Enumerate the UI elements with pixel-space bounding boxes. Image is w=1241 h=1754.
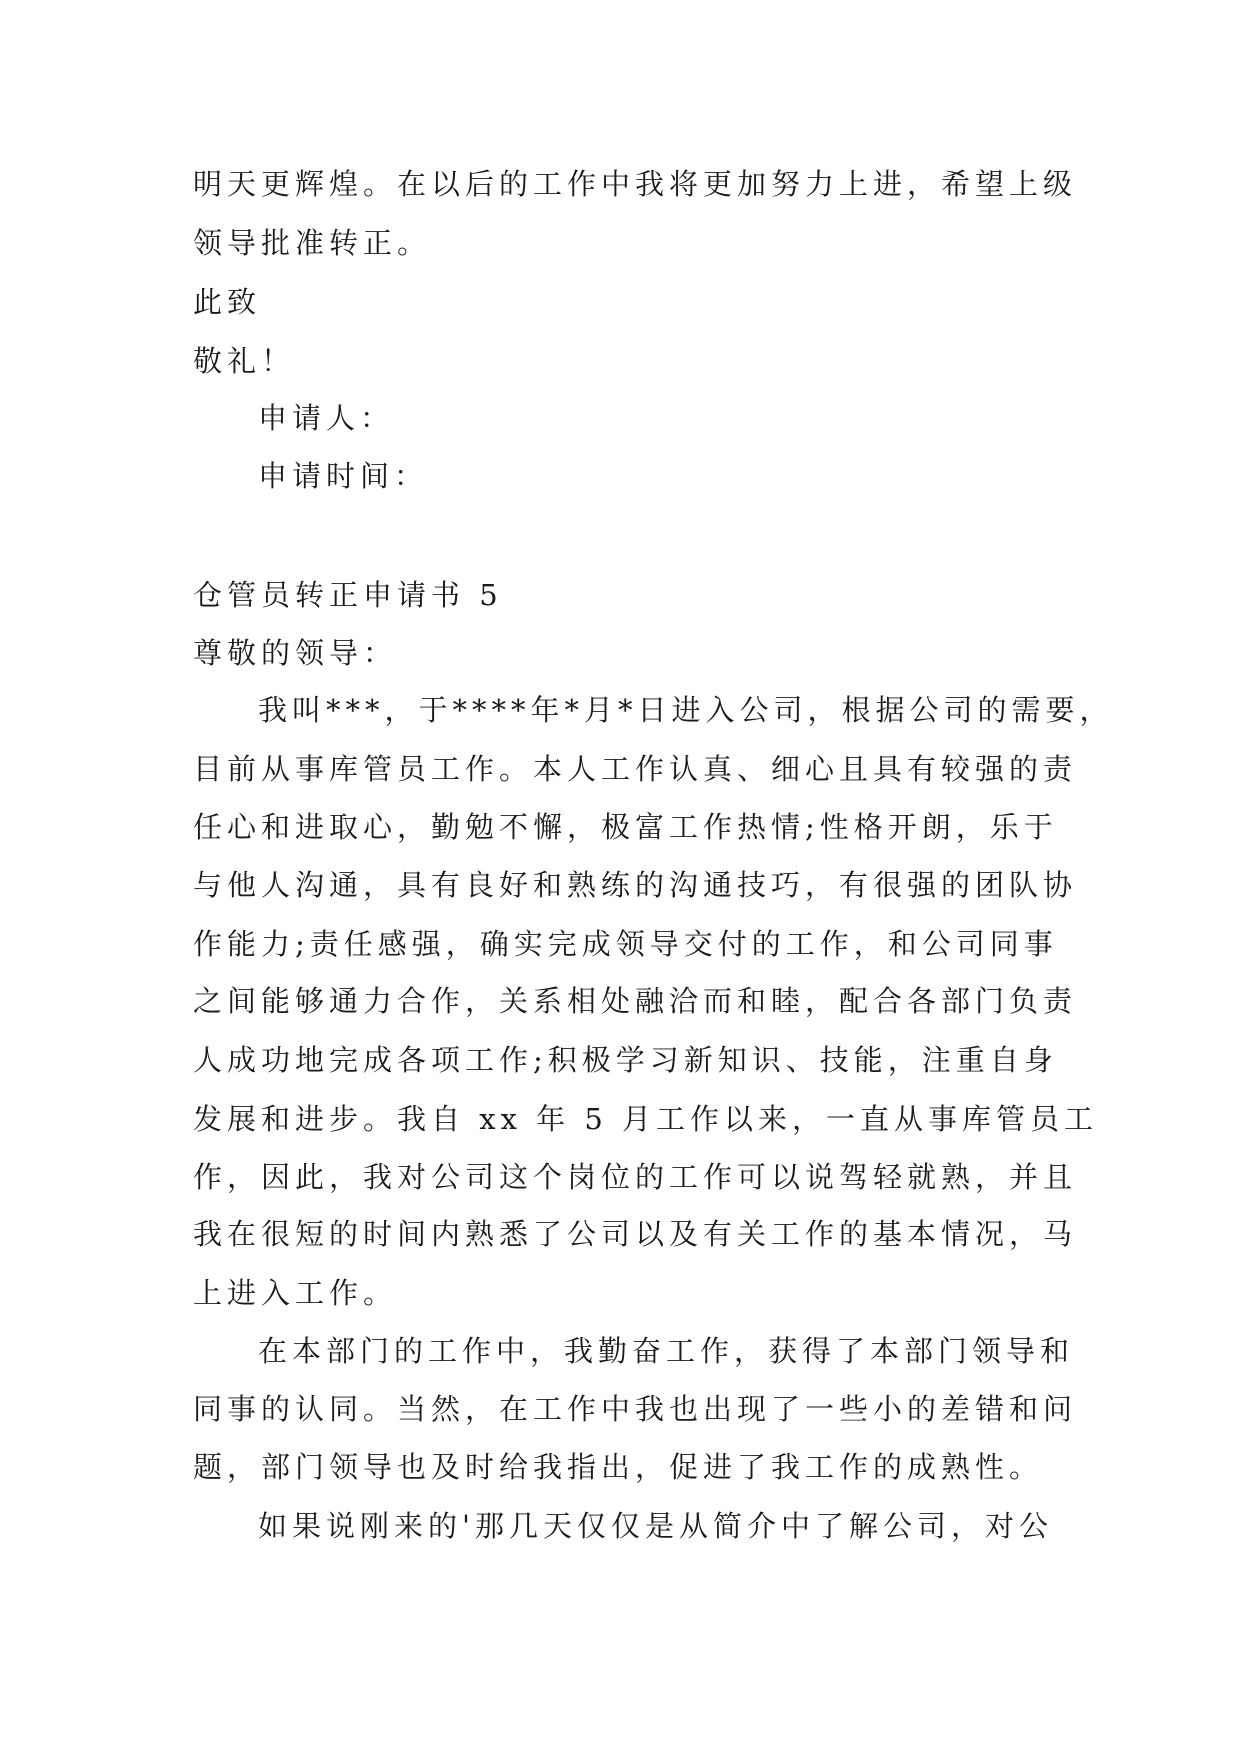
paragraph-line: 发展和进步。我自 xx 年 5 月工作以来，一直从事库管员工 bbox=[193, 1102, 1099, 1136]
paragraph-line: 目前从事库管员工作。本人工作认真、细心且具有较强的责 bbox=[193, 752, 1078, 786]
paragraph-line: 作能力;责任感强，确实完成领导交付的工作，和公司同事 bbox=[193, 927, 1058, 961]
salutation-line: 敬礼！ bbox=[193, 344, 296, 378]
paragraph-line: 之间能够通力合作，关系相处融洽而和睦，配合各部门负责 bbox=[193, 984, 1078, 1018]
paragraph-line: 我在很短的时间内熟悉了公司以及有关工作的基本情况，马 bbox=[193, 1217, 1078, 1251]
paragraph-line: 如果说刚来的'那几天仅仅是从简介中了解公司，对公 bbox=[258, 1509, 1053, 1543]
paragraph-line: 与他人沟通，具有良好和熟练的沟通技巧，有很强的团队协 bbox=[193, 868, 1078, 902]
closing-line: 此致 bbox=[193, 285, 262, 319]
paragraph-line: 同事的认同。当然，在工作中我也出现了一些小的差错和问 bbox=[193, 1392, 1078, 1426]
text-line: 明天更辉煌。在以后的工作中我将更加努力上进，希望上级 bbox=[193, 167, 1078, 201]
paragraph-line: 人成功地完成各项工作;积极学习新知识、技能，注重自身 bbox=[193, 1043, 1058, 1077]
application-date-label: 申请时间： bbox=[258, 459, 429, 493]
applicant-label: 申请人： bbox=[258, 401, 395, 435]
paragraph-line: 任心和进取心，勤勉不懈，极富工作热情;性格开朗，乐于 bbox=[193, 810, 1058, 844]
text-line: 领导批准转正。 bbox=[193, 226, 432, 260]
paragraph-line: 在本部门的工作中，我勤奋工作，获得了本部门领导和 bbox=[258, 1334, 1075, 1368]
paragraph-line: 题，部门领导也及时给我指出，促进了我工作的成熟性。 bbox=[193, 1450, 1044, 1484]
paragraph-line: 作，因此，我对公司这个岗位的工作可以说驾轻就熟，并且 bbox=[193, 1160, 1078, 1194]
paragraph-line: 我叫***，于****年*月*日进入公司，根据公司的需要， bbox=[258, 693, 1114, 727]
greeting-line: 尊敬的领导： bbox=[193, 636, 398, 670]
section-title: 仓管员转正申请书 5 bbox=[193, 578, 503, 612]
paragraph-line: 上进入工作。 bbox=[193, 1276, 398, 1310]
